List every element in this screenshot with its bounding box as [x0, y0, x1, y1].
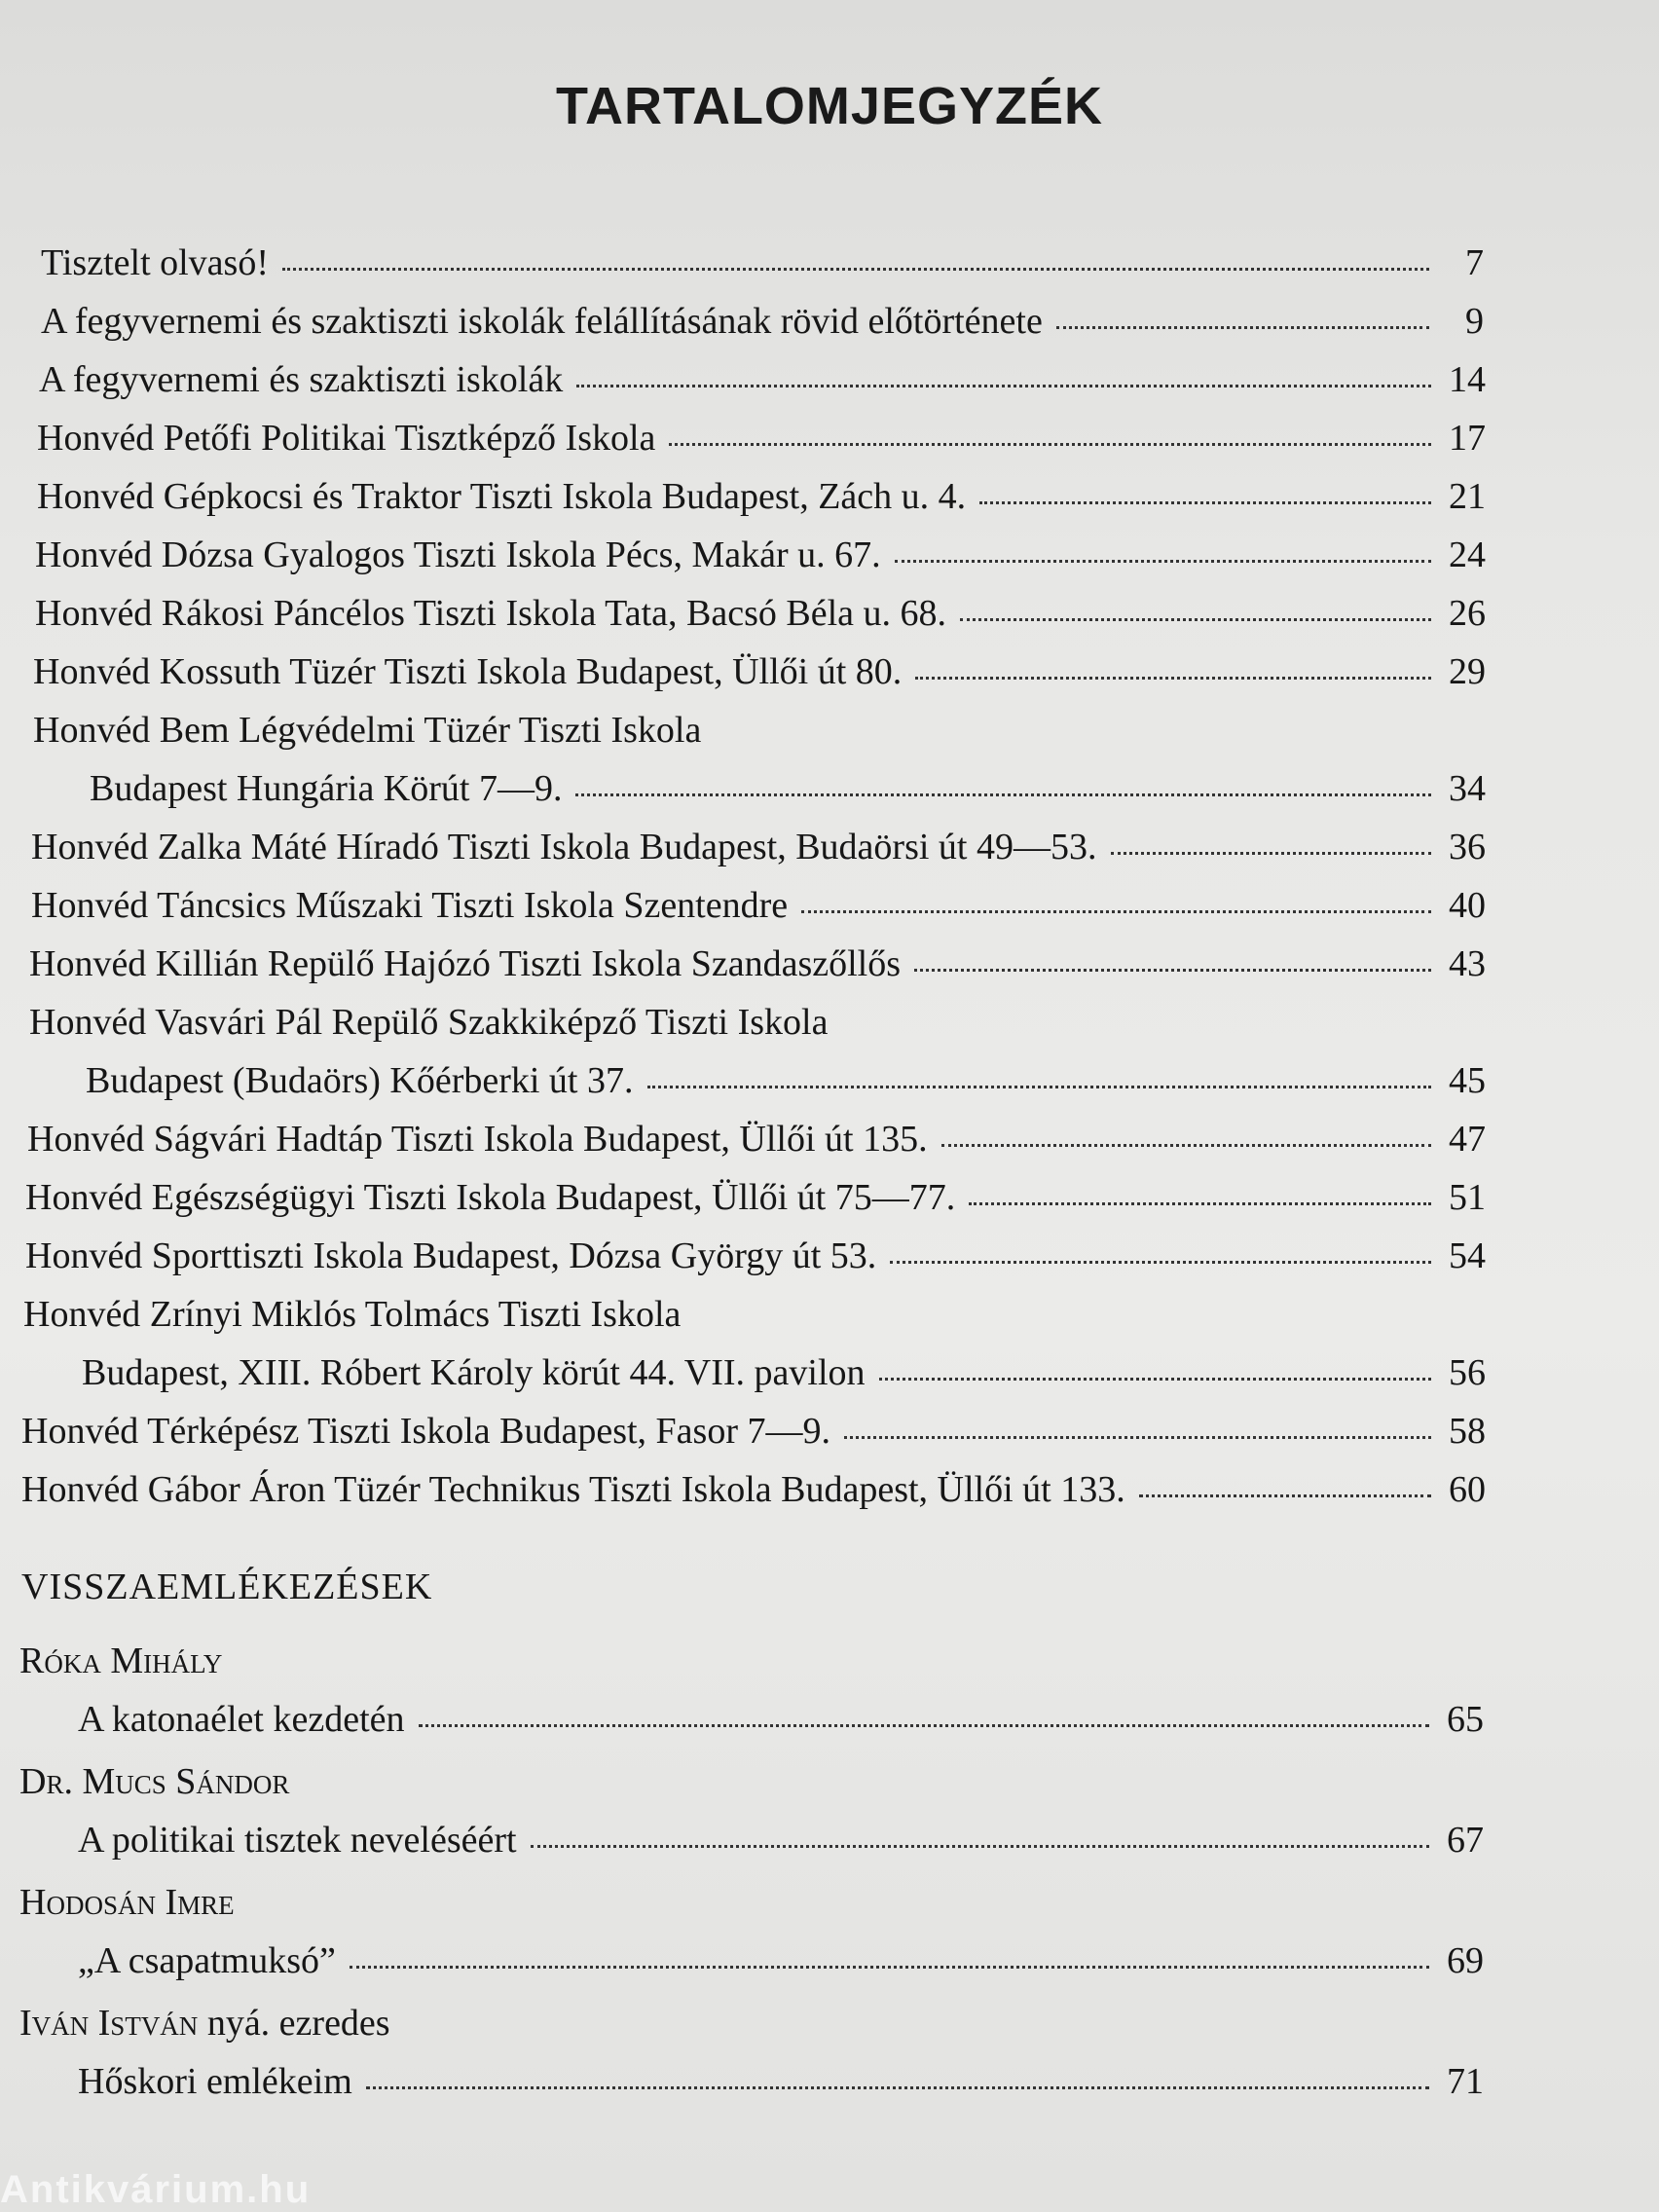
toc-entry-page: 17	[1449, 418, 1486, 459]
toc-entry	[82, 1344, 1486, 1402]
leader-dots	[844, 1436, 1431, 1439]
toc-entry-title: Hőskori emlékeim	[78, 2061, 352, 2102]
toc-entry-title: Honvéd Zrínyi Miklós Tolmács Tiszti Iskola	[23, 1294, 682, 1335]
leader-dots	[1139, 1494, 1431, 1497]
toc-entry-page: 36	[1449, 827, 1486, 867]
toc-entry-title: Honvéd Kossuth Tüzér Tiszti Iskola Budapest, Üllői út 80.	[33, 651, 903, 692]
toc-entry	[31, 818, 1486, 876]
leader-dots	[669, 443, 1431, 446]
toc-entry-page: 34	[1449, 768, 1486, 809]
toc-entry	[37, 467, 1486, 526]
toc-entry-title: Honvéd Rákosi Páncélos Tiszti Iskola Tata, Bacsó Béla u. 68.	[35, 593, 946, 634]
leader-dots	[282, 268, 1429, 271]
toc-entry-page: 26	[1449, 593, 1486, 634]
toc-entry-page: 45	[1449, 1060, 1486, 1101]
toc-entry	[25, 1168, 1486, 1227]
leader-dots	[1056, 326, 1429, 329]
toc-entry	[41, 234, 1484, 292]
toc-entry-heading	[29, 993, 1659, 1051]
author-name: Dr. Mucs Sándor	[19, 1761, 290, 1802]
leader-dots	[914, 969, 1431, 972]
toc-entry-page: 40	[1449, 885, 1486, 926]
toc-entry	[78, 1932, 1484, 1990]
toc-entry-page: 56	[1449, 1352, 1486, 1393]
toc-entry-continuation: Budapest Hungária Körút 7—9.	[90, 768, 563, 809]
author-name: Iván István	[19, 2003, 199, 2044]
leader-dots	[960, 618, 1431, 621]
author-rank: nyá. ezredes	[198, 2003, 390, 2044]
toc-entry-title: Honvéd Ságvári Hadtáp Tiszti Iskola Budapest, Üllői út 135.	[27, 1119, 928, 1160]
leader-dots	[366, 2086, 1429, 2089]
toc-entry-page: 51	[1449, 1177, 1486, 1218]
leader-dots	[969, 1202, 1431, 1205]
author-name: Hodosán Imre	[19, 1882, 235, 1923]
leader-dots	[576, 385, 1431, 387]
toc-entry	[90, 759, 1486, 818]
toc-entry-title: Honvéd Bem Légvédelmi Tüzér Tiszti Iskola	[33, 710, 702, 751]
toc-entry-continuation: Budapest (Budaörs) Kőérberki út 37.	[86, 1060, 634, 1101]
toc-entry	[31, 876, 1486, 935]
toc-entry-page: 29	[1449, 651, 1486, 692]
leader-dots	[1111, 852, 1432, 855]
memoir-author	[19, 1632, 1659, 1690]
leader-dots	[575, 793, 1431, 796]
toc-entry-page: 21	[1449, 476, 1486, 517]
toc-entry-title: Honvéd Gépkocsi és Traktor Tiszti Iskola Budapest, Zách u. 4.	[37, 476, 967, 517]
toc-entry-title: A katonaélet kezdetén	[78, 1699, 405, 1740]
toc-entry	[41, 292, 1484, 350]
toc-entry-continuation: Budapest, XIII. Róbert Károly körút 44. VII. pavilon	[82, 1352, 866, 1393]
toc-entry-title: Honvéd Vasvári Pál Repülő Szakkiképző Tiszti Iskola	[29, 1002, 829, 1043]
toc-entry-title: A fegyvernemi és szaktiszti iskolák	[39, 359, 564, 400]
toc-entry	[37, 409, 1486, 467]
toc-entry	[25, 1227, 1486, 1285]
toc-entry	[78, 1811, 1484, 1869]
toc-entry	[35, 526, 1486, 584]
toc-entry	[33, 643, 1486, 701]
toc-entry	[21, 1402, 1486, 1460]
toc-entry-page: 60	[1449, 1469, 1486, 1510]
toc-entry-title: Honvéd Gábor Áron Tüzér Technikus Tiszti Iskola Budapest, Üllői út 133.	[21, 1469, 1125, 1510]
table-of-contents	[0, 234, 1659, 2111]
toc-entry-page: 58	[1449, 1411, 1486, 1452]
leader-dots	[979, 501, 1431, 504]
section-heading: VISSZAEMLÉKEZÉSEK	[21, 1567, 433, 1607]
toc-entry-title: Honvéd Dózsa Gyalogos Tiszti Iskola Pécs, Makár u. 67.	[35, 535, 881, 575]
author-name: Róka Mihály	[19, 1641, 223, 1681]
toc-entry-page: 69	[1447, 1940, 1484, 1981]
leader-dots	[801, 910, 1431, 913]
leader-dots	[941, 1144, 1431, 1147]
toc-entry	[29, 935, 1486, 993]
toc-entry-page: 24	[1449, 535, 1486, 575]
memoir-author	[19, 1873, 1659, 1932]
toc-entry-title: Tisztelt olvasó!	[41, 242, 269, 283]
toc-entry-title: Honvéd Killián Repülő Hajózó Tiszti Iskola Szandaszőllős	[29, 943, 902, 984]
leader-dots	[915, 677, 1431, 680]
memoir-author	[19, 1994, 1659, 2052]
toc-entry-page: 43	[1449, 943, 1486, 984]
toc-entry-title: Honvéd Egészségügyi Tiszti Iskola Budapest, Üllői út 75—77.	[25, 1177, 956, 1218]
site-watermark: Antikvárium.hu	[0, 2168, 312, 2211]
toc-entry-page: 67	[1447, 1820, 1484, 1861]
toc-entry-title: Honvéd Sporttiszti Iskola Budapest, Dózsa György út 53.	[25, 1235, 877, 1276]
leader-dots	[350, 1966, 1429, 1969]
toc-entry-title: „A csapatmuksó”	[78, 1940, 336, 1981]
leader-dots	[895, 560, 1431, 563]
toc-entry-title: Honvéd Petőfi Politikai Tisztképző Iskola	[37, 418, 656, 459]
toc-entry-page: 71	[1447, 2061, 1484, 2102]
leader-dots	[647, 1086, 1432, 1088]
toc-entry-page: 14	[1449, 359, 1486, 400]
toc-entry	[21, 1460, 1486, 1519]
toc-entry-title: A fegyvernemi és szaktiszti iskolák felállításának rövid előtörténete	[41, 301, 1043, 342]
toc-entry-page: 54	[1449, 1235, 1486, 1276]
toc-entry-title: Honvéd Térképész Tiszti Iskola Budapest, Fasor 7—9.	[21, 1411, 830, 1452]
toc-entry	[27, 1110, 1486, 1168]
toc-entry-title: A politikai tisztek neveléséért	[78, 1820, 517, 1861]
toc-entry	[35, 584, 1486, 643]
leader-dots	[879, 1378, 1431, 1381]
toc-entry	[39, 350, 1486, 409]
toc-entry-page: 9	[1465, 301, 1484, 342]
toc-entry-page: 65	[1447, 1699, 1484, 1740]
toc-entry-title: Honvéd Zalka Máté Híradó Tiszti Iskola Budapest, Budaörsi út 49—53.	[31, 827, 1097, 867]
toc-entry-title: Honvéd Táncsics Műszaki Tiszti Iskola Szentendre	[31, 885, 789, 926]
toc-entry-page: 47	[1449, 1119, 1486, 1160]
leader-dots	[890, 1261, 1431, 1264]
leader-dots	[531, 1845, 1429, 1848]
toc-entry	[78, 2052, 1484, 2111]
toc-entry	[78, 1690, 1484, 1749]
toc-entry-heading	[33, 701, 1659, 759]
toc-entry	[86, 1051, 1486, 1110]
page-title: TARTALOMJEGYZÉK	[556, 77, 1103, 135]
toc-entry-heading	[23, 1285, 1659, 1344]
toc-entry-page: 7	[1465, 242, 1484, 283]
memoir-author	[19, 1752, 1659, 1811]
leader-dots	[419, 1724, 1429, 1727]
